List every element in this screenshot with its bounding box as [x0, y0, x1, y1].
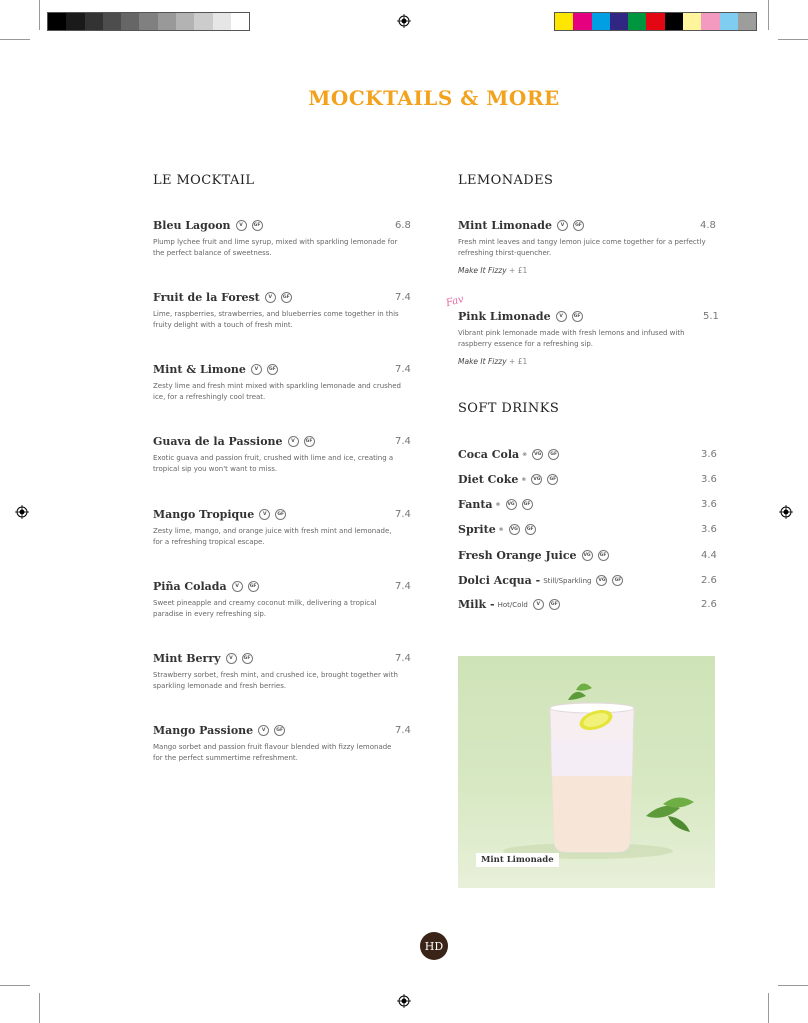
dietary-tag-vg: VG: [532, 449, 543, 460]
dietary-tag-gf: GF: [549, 599, 560, 610]
menu-item-description: Zesty lime and fresh mint mixed with sparkling lemonade and crushed ice, for a refreshingly cool treat.: [153, 382, 401, 401]
dietary-tag-gf: GF: [304, 436, 315, 447]
dietary-tag-vg: VG: [506, 499, 517, 510]
menu-item-name: Mint & Limone V GF: [153, 363, 403, 376]
menu-item-price: 3.6: [701, 474, 717, 485]
photo-caption: Mint Limonade: [476, 853, 559, 867]
dietary-tag-v: V: [265, 292, 276, 303]
registration-mark-icon: [15, 505, 29, 519]
menu-item-description: Exotic guava and passion fruit, crushed with lime and ice, creating a tropical sip you won't want to miss.: [153, 454, 394, 473]
crop-mark: [0, 39, 30, 40]
menu-item-name: Bleu Lagoon V GF: [153, 219, 403, 232]
dietary-tag-gf: GF: [522, 499, 533, 510]
dietary-tag-vg: VG: [509, 524, 520, 535]
menu-item-name: Mango Tropique V GF: [153, 508, 403, 521]
hd-logo: HD: [420, 932, 448, 960]
dietary-tag-gf: GF: [547, 474, 558, 485]
registered-mark: ®: [522, 451, 528, 458]
crop-mark: [768, 0, 769, 30]
make-it-fizzy-option: Make It Fizzy + £1: [458, 357, 528, 366]
menu-item-name: Mint Limonade V GF: [458, 219, 708, 232]
menu-item-price: 7.4: [395, 292, 411, 303]
menu-item: [458, 598, 708, 611]
menu-item: [153, 508, 403, 548]
menu-item-price: 3.6: [701, 449, 717, 460]
menu-item: [153, 363, 403, 403]
menu-item-name: Piña Colada V GF: [153, 580, 403, 593]
menu-item-name: Dolci Acqua - Still/Sparkling VG GF: [458, 574, 708, 587]
registration-mark-icon: [397, 994, 411, 1008]
menu-item-description: Vibrant pink lemonade made with fresh lemons and infused with raspberry essence for a refreshing sip.: [458, 329, 685, 348]
menu-item: [153, 580, 403, 620]
menu-item: [458, 310, 708, 366]
menu-item: [458, 219, 708, 275]
dietary-tag-gf: GF: [573, 220, 584, 231]
menu-item-description: Fresh mint leaves and tangy lemon juice come together for a perfectly refreshing thirst-quencher.: [458, 238, 706, 257]
dietary-tag-vg: VG: [531, 474, 542, 485]
menu-item-price: 7.4: [395, 653, 411, 664]
menu-item-description: Zesty lime, mango, and orange juice with fresh mint and lemonade, for a refreshing tropical escape.: [153, 527, 392, 546]
crop-mark: [778, 985, 808, 986]
dietary-tag-v: V: [556, 311, 567, 322]
crop-mark: [0, 985, 30, 986]
menu-item-price: 7.4: [395, 725, 411, 736]
dietary-tag-gf: GF: [281, 292, 292, 303]
menu-item-name: Fanta ® VG GF: [458, 498, 708, 511]
dietary-tag-gf: GF: [598, 550, 609, 561]
page-title: MOCKTAILS & MORE: [308, 86, 560, 110]
menu-item-name: Diet Coke ® VG GF: [458, 473, 708, 486]
process-color-bar: [554, 12, 757, 31]
menu-item-name: Fresh Orange Juice VG GF: [458, 549, 708, 562]
dietary-tag-v: V: [251, 364, 262, 375]
dietary-tag-gf: GF: [248, 581, 259, 592]
menu-item-price: 4.4: [701, 550, 717, 561]
menu-item-name: Coca Cola ® VG GF: [458, 448, 708, 461]
dietary-tag-gf: GF: [572, 311, 583, 322]
menu-item-price: 4.8: [700, 220, 716, 231]
crop-mark: [39, 993, 40, 1023]
registered-mark: ®: [498, 526, 504, 533]
dietary-tag-gf: GF: [252, 220, 263, 231]
menu-item-option: Still/Sparkling: [543, 576, 592, 585]
crop-mark: [768, 993, 769, 1023]
dietary-tag-gf: GF: [274, 725, 285, 736]
menu-item: [153, 652, 403, 692]
menu-item-price: 7.4: [395, 509, 411, 520]
menu-item: [458, 498, 708, 511]
dietary-tag-v: V: [258, 725, 269, 736]
grayscale-color-bar: [47, 12, 250, 31]
section-heading-le-mocktail: LE MOCKTAIL: [153, 173, 255, 188]
menu-item-description: Mango sorbet and passion fruit flavour blended with fizzy lemonade for the perfect summertime refreshment.: [153, 743, 392, 762]
menu-item: [458, 448, 708, 461]
crop-mark: [778, 39, 808, 40]
dietary-tag-v: V: [226, 653, 237, 664]
menu-item: [153, 291, 403, 331]
menu-item-description: Sweet pineapple and creamy coconut milk, delivering a tropical paradise in every refreshing sip.: [153, 599, 377, 618]
menu-item-price: 7.4: [395, 364, 411, 375]
menu-item-price: 6.8: [395, 220, 411, 231]
menu-item-price: 2.6: [701, 599, 717, 610]
menu-item-name: Mango Passione V GF: [153, 724, 403, 737]
menu-item-price: 7.4: [395, 436, 411, 447]
dietary-tag-gf: GF: [275, 509, 286, 520]
menu-item-price: 5.1: [703, 311, 719, 322]
menu-item: [458, 473, 708, 486]
menu-item: [153, 435, 403, 475]
menu-item-name: Fruit de la Forest V GF: [153, 291, 403, 304]
favourite-badge: Fav: [444, 293, 465, 310]
make-it-fizzy-option: Make It Fizzy + £1: [458, 266, 528, 275]
dietary-tag-v: V: [236, 220, 247, 231]
dietary-tag-gf: GF: [612, 575, 623, 586]
dietary-tag-gf: GF: [242, 653, 253, 664]
dietary-tag-vg: VG: [582, 550, 593, 561]
dietary-tag-v: V: [259, 509, 270, 520]
menu-item-name: Pink Limonade V GF: [458, 310, 708, 323]
crop-mark: [39, 0, 40, 30]
section-heading-lemonades: LEMONADES: [458, 173, 554, 188]
dietary-tag-v: V: [288, 436, 299, 447]
dietary-tag-v: V: [232, 581, 243, 592]
dietary-tag-v: V: [557, 220, 568, 231]
menu-item-description: Lime, raspberries, strawberries, and blueberries come together in this fruity delight with a touch of fresh mint.: [153, 310, 399, 329]
registration-mark-icon: [397, 14, 411, 28]
registration-mark-icon: [779, 505, 793, 519]
menu-item: [458, 549, 708, 562]
menu-item-price: 3.6: [701, 499, 717, 510]
menu-item-name: Mint Berry V GF: [153, 652, 403, 665]
section-heading-soft-drinks: SOFT DRINKS: [458, 401, 560, 416]
menu-item-description: Plump lychee fruit and lime syrup, mixed with sparkling lemonade for the perfect balance of sweetness.: [153, 238, 398, 257]
menu-item: [458, 523, 708, 536]
dietary-tag-vg: VG: [596, 575, 607, 586]
dietary-tag-gf: GF: [525, 524, 536, 535]
menu-item: [153, 219, 403, 259]
registered-mark: ®: [521, 476, 527, 483]
menu-item-price: 2.6: [701, 575, 717, 586]
dietary-tag-gf: GF: [548, 449, 559, 460]
dietary-tag-gf: GF: [267, 364, 278, 375]
menu-item: [153, 724, 403, 764]
registered-mark: ®: [495, 501, 501, 508]
menu-item-description: Strawberry sorbet, fresh mint, and crushed ice, brought together with sparkling lemonade and fresh berries.: [153, 671, 398, 690]
menu-item-name: Sprite ® VG GF: [458, 523, 708, 536]
dietary-tag-v: V: [533, 599, 544, 610]
menu-item-price: 3.6: [701, 524, 717, 535]
menu-item-name: Guava de la Passione V GF: [153, 435, 403, 448]
menu-item: [458, 574, 708, 587]
menu-item-option: Hot/Cold: [497, 600, 528, 609]
menu-item-name: Milk - Hot/Cold V GF: [458, 598, 708, 611]
menu-item-price: 7.4: [395, 581, 411, 592]
